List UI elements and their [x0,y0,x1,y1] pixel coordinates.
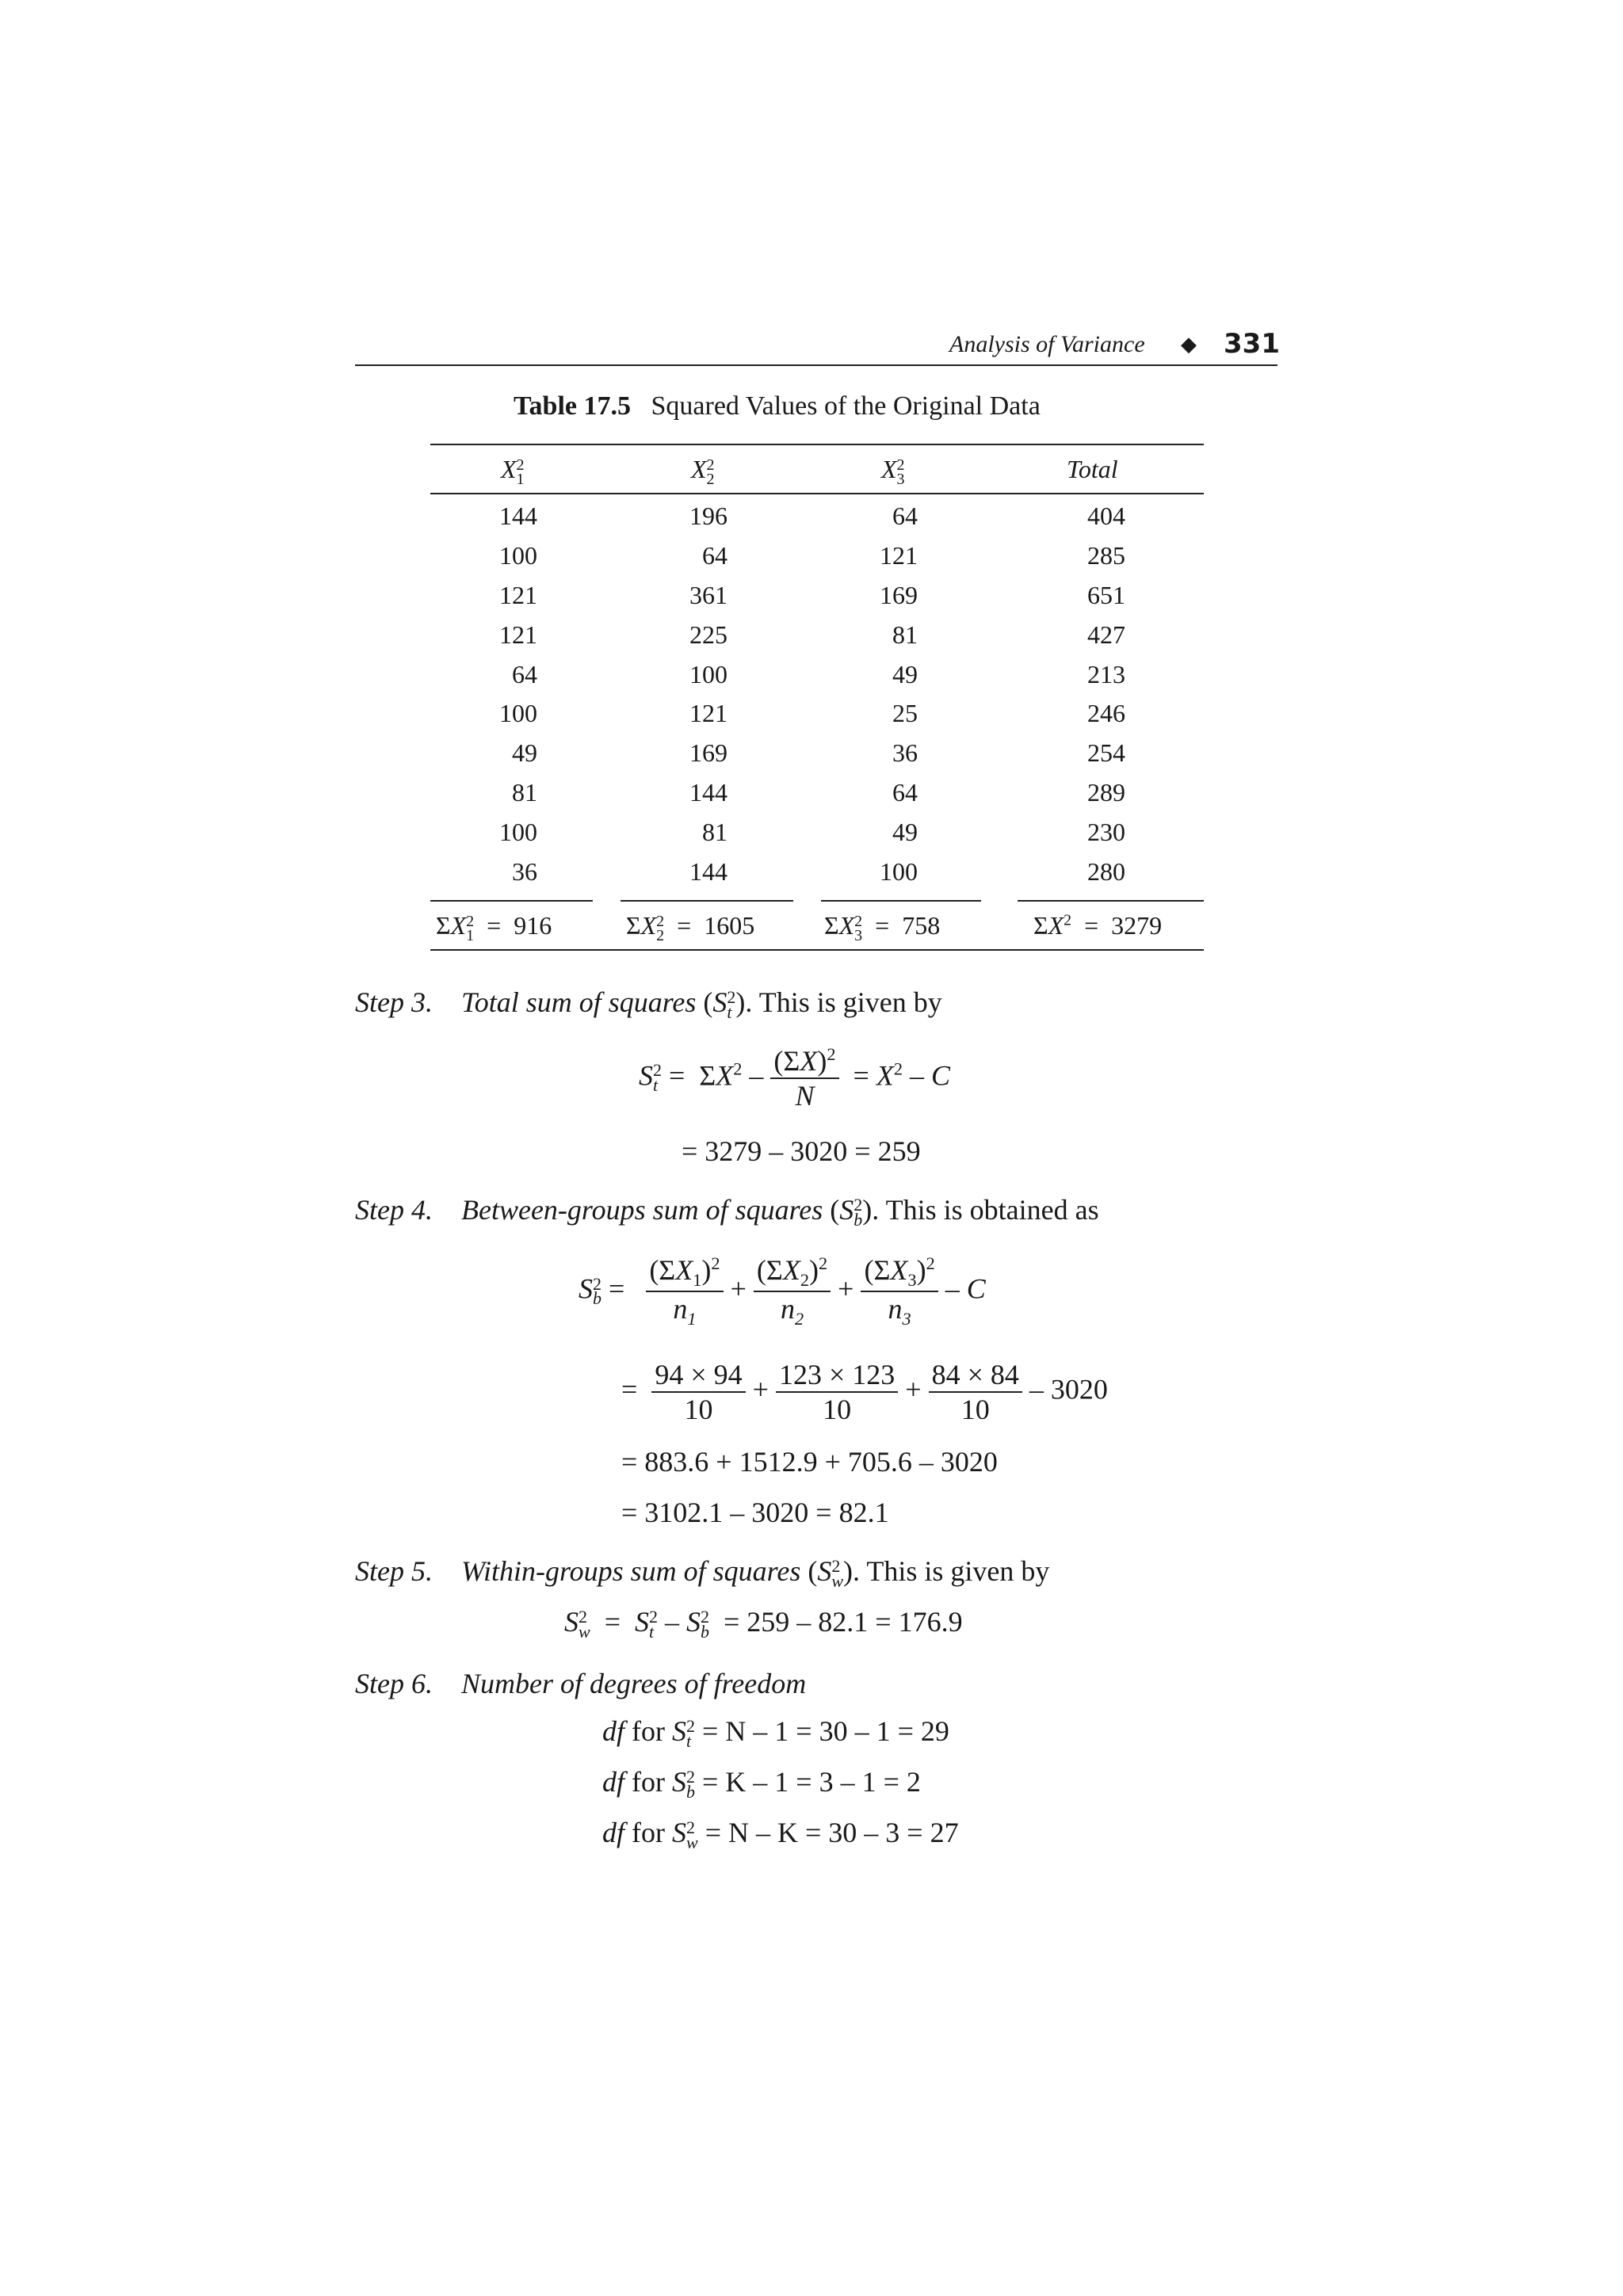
table-row [444,773,1125,813]
table-cell: 100 [499,541,537,570]
table-cell: 49 [892,659,918,688]
table-cell: 225 [689,620,727,649]
step4-substitution: = $\frac{94 \times 94}{10}$ + $\frac{123 \times 123}{10}$ + $\frac{84 \times 84}{10}$ – 3020 [621,1359,1108,1425]
table-cell: 121 [499,620,537,649]
table-bottom-rule [430,949,1204,951]
table-cell: 144 [499,502,537,531]
table-caption-text: Squared Values of the Original Data [651,391,1041,421]
diamond-icon: ◆ [1181,333,1197,356]
table-caption-label: Table 17.5 [514,391,632,421]
table-cell: 64 [512,659,537,688]
sum-rule-3 [821,900,981,902]
table-cell: 213 [1087,659,1125,688]
table-cell: 246 [1087,699,1125,728]
table-cell: 289 [1087,777,1125,807]
table-cell: 651 [1087,580,1125,609]
step5-heading: Step 5. Within-groups sum of squares (S 2 w ). This is given by [355,1555,1050,1591]
sum-x1-squared: ΣX 2 1 = 916 [436,911,552,944]
sum-rule-2 [621,900,793,902]
table-cell: 254 [1087,738,1125,768]
squared-values-table [444,497,1125,891]
sum-x3-squared: ΣX 2 3 = 758 [824,911,941,944]
table-row [444,852,1125,891]
table-cell: 121 [499,580,537,609]
table-cell: 121 [880,541,918,570]
table-cell: 36 [892,738,918,768]
step3-formula: S 2 t = $\Sigma X^2$ – $\frac{(\Sigma X)^2}{N}$ = $X^2$ – C [639,1044,951,1112]
table-top-rule [430,444,1204,445]
column-header-total: Total [1067,455,1118,483]
table-cell: 169 [880,580,918,609]
sum-rule-1 [430,900,593,902]
table-cell: 169 [689,738,727,768]
table-header-rule [430,493,1204,494]
step3-result: = 3279 – 3020 = 259 [682,1135,921,1167]
table-cell: 427 [1087,620,1125,649]
step6-heading: Step 6. Number of degrees of freedom [355,1668,807,1699]
step5-formula: S 2 w = S 2 t – S 2 b = 259 – 82.1 = 176.9 [564,1606,963,1642]
running-title: Analysis of Variance [949,331,1145,357]
table-cell: 64 [892,502,918,531]
table-cell: 49 [892,817,918,846]
table-cell: 196 [689,502,727,531]
table-cell: 361 [689,580,727,609]
sum-x2-squared: ΣX 2 2 = 1605 [626,911,755,944]
table-cell: 121 [689,699,727,728]
table-cell: 49 [512,738,537,768]
table-row [444,576,1125,616]
table-row [444,654,1125,694]
table-cell: 81 [892,620,918,649]
column-header-x1-squared: X 2 1 [501,455,525,488]
table-row [444,497,1125,536]
table-cell: 230 [1087,817,1125,846]
df-between: df for S 2 b = K – 1 = 3 – 1 = 2 [602,1766,921,1802]
table-cell: 285 [1087,541,1125,570]
step4-sum: = 883.6 + 1512.9 + 705.6 – 3020 [621,1446,998,1478]
step4-result: = 3102.1 – 3020 = 82.1 [621,1497,889,1528]
table-row [444,536,1125,576]
table-cell: 404 [1087,502,1125,531]
table-cell: 81 [702,817,727,846]
table-cell: 100 [880,856,918,886]
table-cell: 25 [892,699,918,728]
table-cell: 81 [512,777,537,807]
step4-formula: S 2 b = $\frac{(\Sigma X_1)^2}{n_1}$ + $\frac{(\Sigma X_2)^2}{n_2}$ + $\frac{(\Sigma X_3)^2}{n_3}$ – C [579,1253,986,1329]
df-within: df for S 2 w = N – K = 30 – 3 = 27 [602,1817,959,1852]
table-cell: 100 [499,817,537,846]
step4-heading: Step 4. Between-groups sum of squares (S 2 b ). This is obtained as [355,1194,1099,1230]
table-row [444,734,1125,773]
table-cell: 144 [689,777,727,807]
df-total: df for S 2 t = N – 1 = 30 – 1 = 29 [602,1715,949,1751]
header-rule [355,364,1277,366]
column-header-x3-squared: X 2 3 [881,455,905,488]
table-cell: 280 [1087,856,1125,886]
sum-rule-4 [1018,900,1204,902]
column-header-x2-squared: X 2 2 [691,455,715,488]
table-cell: 100 [499,699,537,728]
table-cell: 100 [689,659,727,688]
table-row [444,812,1125,852]
page-number: 331 [1224,328,1280,360]
step3-heading: Step 3. Total sum of squares (S 2 t ). This is given by [355,986,942,1022]
table-cell: 64 [892,777,918,807]
table-row [444,615,1125,654]
table-cell: 144 [689,856,727,886]
sum-x-squared-total: $\Sigma X^2 = 3279$ [1033,911,1163,940]
table-cell: 64 [702,541,727,570]
table-caption [514,391,1041,421]
table-cell: 36 [512,856,537,886]
table-row [444,694,1125,734]
